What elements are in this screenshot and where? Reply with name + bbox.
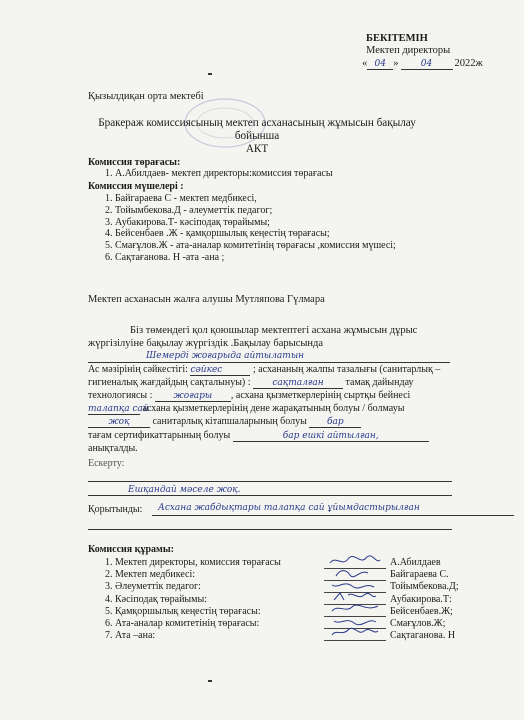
- list-item: 5. Смағұлов.Ж - ата-аналар комитетінің төрағасы ,комиссия мүшесі;: [105, 240, 396, 252]
- hygiene-line: гигиеналық жағдайдың сақталынуы) : сақталған тамақ дайындау: [88, 377, 414, 388]
- role-item: 7. Ата –ана:: [105, 630, 156, 642]
- list-item: 1. А.Абилдаев- мектеп директоры:комиссия төрағасы: [105, 168, 333, 179]
- intro-line-2: жүргізілуіне бақылау жүргіздік .Бақылау барысында: [88, 338, 324, 349]
- list-item: 2. Тойымбекова.Д - әлеуметтік педагог;: [105, 204, 273, 216]
- found-text: анықталды.: [88, 443, 138, 454]
- note-line-2: [88, 484, 452, 496]
- name-item: Байгараева С.: [390, 569, 449, 581]
- signature-icon: [328, 591, 382, 603]
- approval-role: Мектеп директоры: [366, 45, 451, 56]
- school-name: Қызылдиқан орта мектебі: [88, 91, 204, 102]
- scan-mark: [208, 73, 212, 75]
- date-day: 04: [367, 59, 393, 70]
- intro-line-1: Біз төмендегі қол қоюшылар мектептегі асхана жұмысын дұрыс: [130, 325, 418, 336]
- scan-mark: [208, 680, 212, 682]
- certificate-line: тағам сертификаттарының болуы бар ешкі айтылған,: [88, 430, 429, 442]
- technology-hand: жоғары: [155, 391, 231, 402]
- composition-roles: [105, 557, 281, 642]
- role-item: 3. Әлеуметтік педагог:: [105, 581, 201, 593]
- sanbook-hand: бар: [309, 417, 361, 428]
- approval-title: БЕКІТЕМІН: [366, 33, 428, 44]
- chair-list: [105, 168, 333, 180]
- date-month: 04: [401, 59, 453, 70]
- signature-icon: [328, 579, 382, 591]
- menu-line: Ас мәзірінің сәйкестігі: сәйкес ; асхананың жалпы тазалығы (санитарлық –: [88, 364, 441, 375]
- tenant-line: Мектеп асханасын жалға алушы Мутляпова Гүлмара: [88, 294, 325, 305]
- role-item: 2. Мектеп медбикесі:: [105, 569, 196, 581]
- name-item: Смағұлов.Ж;: [390, 617, 446, 629]
- technology-line: технологиясы : жоғары , асхана қызметкерлерінің сыртқы бейнесі: [88, 390, 411, 401]
- composition-names: [390, 557, 459, 642]
- menu-hand: сәйкес: [190, 365, 250, 376]
- composition-label: Комиссия құрамы:: [88, 544, 174, 555]
- conclusion-line: [152, 502, 514, 516]
- intro-handwritten-line: [88, 350, 450, 363]
- hygiene-hand: сақталған: [253, 378, 343, 389]
- signature-icon: [328, 555, 382, 567]
- intro-handwriting: Шемерді жоғарыда айтылатын: [146, 351, 305, 361]
- list-item: 4. Бейсенбаев .Ж - қамқоршылық кеңестің төрағасы;: [105, 228, 330, 240]
- role-item: 5. Қамқоршылық кеңестің төрағасы:: [105, 605, 261, 617]
- members-label: Комиссия мүшелері :: [88, 181, 184, 192]
- name-item: Бейсенбаев.Ж;: [390, 605, 453, 617]
- role-item: 1. Мектеп директоры, комиссия төрағасы: [105, 557, 281, 568]
- act-heading: Бракераж комиссиясының мектеп асханасының жұмысын бақылау бойынша АКТ: [98, 117, 416, 155]
- name-item: Тойымбекова.Д;: [390, 581, 459, 593]
- list-item: 1. Байгараева С - мектеп медбикесі,: [105, 193, 257, 204]
- note-label: Ескерту:: [88, 458, 125, 469]
- role-item: 6. Ата-аналар комитетінің төрағасы:: [105, 617, 260, 629]
- name-item: Сақтаганова. Н: [390, 630, 456, 642]
- chair-label: Комиссия төрағасы:: [88, 157, 181, 168]
- injury-hand: жоқ: [88, 417, 150, 428]
- note-line-1: [88, 470, 452, 482]
- members-list: [105, 193, 396, 264]
- appearance-line: талапқа сай асхана қызметкерлерінің дене жарақатының болуы / болмауы: [88, 403, 405, 414]
- list-item: 6. Сақтағанова. Н -ата -ана ;: [105, 251, 225, 263]
- certificate-hand: бар ешкі айтылған,: [233, 431, 429, 442]
- signature-icon: [328, 627, 382, 639]
- approval-date: « 04 » 04 2022ж: [362, 58, 483, 69]
- note-handwriting: Ешқандай мәселе жоқ.: [128, 485, 241, 495]
- injury-line: жоқ санитарлық кітапшаларының болуы бар: [88, 416, 361, 428]
- signature-icon: [328, 567, 382, 579]
- appearance-hand: талапқа сай: [88, 404, 149, 414]
- list-item: 3. Аубакирова.Т- кәсіподақ төрайымы;: [105, 216, 270, 228]
- name-item: А.Абилдаев: [390, 557, 441, 568]
- date-year: 2022ж: [454, 58, 483, 69]
- signature-icon: [328, 615, 382, 627]
- signature-7: [324, 630, 386, 641]
- role-item: 4. Кәсіподақ төрайымы:: [105, 593, 207, 605]
- name-item: Аубакирова.Т:: [390, 593, 452, 605]
- conclusion-label: Қорытынды:: [88, 504, 143, 515]
- conclusion-handwriting: Асхана жабдықтары талапқа сай ұйымдастырылған: [158, 503, 420, 513]
- conclusion-line-2: [88, 519, 452, 530]
- signature-icon: [328, 603, 382, 615]
